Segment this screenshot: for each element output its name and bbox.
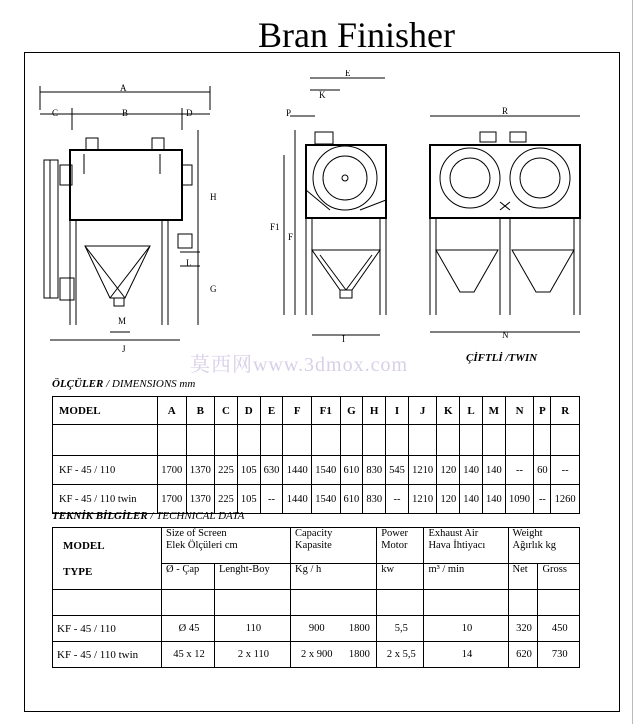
- technical-blank-row: [53, 590, 580, 616]
- cell-d: 105: [237, 456, 260, 485]
- blank-cell: [340, 425, 363, 456]
- row-model: KF - 45 / 110 twin: [53, 485, 158, 514]
- cell-b: 1370: [186, 456, 215, 485]
- cell-p: --: [534, 485, 551, 514]
- header-j: J: [408, 397, 437, 425]
- page-title: Bran Finisher: [258, 15, 455, 55]
- header-a: A: [158, 397, 187, 425]
- header-p: P: [534, 397, 551, 425]
- cell-i: 545: [386, 456, 409, 485]
- label-K: K: [319, 90, 326, 100]
- header-l: L: [460, 397, 483, 425]
- cell-h: 830: [363, 456, 386, 485]
- watermark: 莫西网www.3dmox.com: [190, 354, 409, 376]
- blank-cell: [186, 425, 215, 456]
- cell-b: 1370: [186, 485, 215, 514]
- blank-cell: [482, 425, 505, 456]
- label-J: J: [122, 344, 126, 354]
- sub-gross: Gross: [538, 564, 580, 590]
- label-R: R: [502, 106, 509, 116]
- label-I: I: [342, 334, 345, 344]
- cell-h: 830: [363, 485, 386, 514]
- blank-cell: [53, 425, 158, 456]
- blank-cell: [534, 425, 551, 456]
- cell-j: 1210: [408, 456, 437, 485]
- sub-m3: m³ / min: [424, 564, 508, 590]
- label-E: E: [345, 70, 351, 78]
- cell-k: 120: [437, 485, 460, 514]
- weight-header: Weight Ağırlık kg: [508, 528, 580, 564]
- scrollbar-edge: [632, 0, 633, 724]
- technical-table: [52, 527, 580, 668]
- header-c: C: [215, 397, 238, 425]
- model-type-header: MODEL TYPE: [53, 528, 162, 590]
- air-header: Exhaust Air Hava İhtiyacı: [424, 528, 508, 564]
- blank-cell: [237, 425, 260, 456]
- cell-f1: 1540: [311, 485, 340, 514]
- cell-i: --: [386, 485, 409, 514]
- header-f: F: [283, 397, 312, 425]
- cell-m: 140: [482, 485, 505, 514]
- blank-cell: [311, 425, 340, 456]
- label-D: D: [186, 108, 193, 118]
- label-N: N: [502, 330, 509, 340]
- blank-cell: [158, 425, 187, 456]
- header-k: K: [437, 397, 460, 425]
- cell-a: 1700: [158, 456, 187, 485]
- table-row: KF - 45 / 110 twin 45 x 12 2 x 110 2 x 900 1800 2 x 5,5 14 620 730: [53, 642, 580, 668]
- cell-r: 1260: [551, 485, 580, 514]
- sub-kgh: Kg / h: [291, 564, 377, 590]
- power-header: Power Motor: [377, 528, 424, 564]
- label-M: M: [118, 316, 127, 326]
- dimensions-blank-row: [53, 425, 580, 456]
- twin-caption: ÇİFTLİ /TWIN: [466, 352, 538, 364]
- label-H: H: [210, 192, 217, 202]
- cell-f: 1440: [283, 485, 312, 514]
- sub-length: Lenght-Boy: [214, 564, 290, 590]
- label-A: A: [120, 83, 127, 93]
- label-B: B: [122, 108, 129, 118]
- cell-f1: 1540: [311, 456, 340, 485]
- cell-c: 225: [215, 485, 238, 514]
- header-r: R: [551, 397, 580, 425]
- cell-n: 1090: [505, 485, 534, 514]
- label-F: F: [288, 232, 294, 242]
- cell-p: 60: [534, 456, 551, 485]
- blank-cell: [260, 425, 283, 456]
- header-h: H: [363, 397, 386, 425]
- table-row: KF - 45 / 110 Ø 45 110 900 1800 5,5 10 320 450: [53, 616, 580, 642]
- side-view: [270, 70, 386, 344]
- label-P: P: [286, 108, 292, 118]
- cell-f: 1440: [283, 456, 312, 485]
- header-b: B: [186, 397, 215, 425]
- dimensions-title: ÖLÇÜLER / DIMENSIONS mm: [52, 378, 196, 390]
- technical-drawing: [30, 70, 600, 355]
- header-g: G: [340, 397, 363, 425]
- cell-l: 140: [460, 456, 483, 485]
- blank-cell: [283, 425, 312, 456]
- label-L: L: [186, 258, 192, 268]
- row-model: KF - 45 / 110: [53, 456, 158, 485]
- blank-cell: [460, 425, 483, 456]
- twin-view: [430, 106, 580, 340]
- cell-d: 105: [237, 485, 260, 514]
- cell-g: 610: [340, 456, 363, 485]
- table-row: [53, 456, 580, 485]
- label-G: G: [210, 284, 217, 294]
- cell-j: 1210: [408, 485, 437, 514]
- header-f1: F1: [311, 397, 340, 425]
- blank-cell: [551, 425, 580, 456]
- sub-kw: kw: [377, 564, 424, 590]
- cell-r: --: [551, 456, 580, 485]
- label-F1: F1: [270, 222, 280, 232]
- header-d: D: [237, 397, 260, 425]
- header-m: M: [482, 397, 505, 425]
- dimensions-table: [52, 396, 580, 514]
- cell-c: 225: [215, 456, 238, 485]
- screen-header: Size of Screen Elek Ölçüleri cm: [162, 528, 291, 564]
- cell-m: 140: [482, 456, 505, 485]
- sub-cap: Ø - Çap: [162, 564, 215, 590]
- header-model: MODEL: [53, 397, 158, 425]
- blank-cell: [215, 425, 238, 456]
- blank-cell: [363, 425, 386, 456]
- header-n: N: [505, 397, 534, 425]
- header-e: E: [260, 397, 283, 425]
- blank-cell: [386, 425, 409, 456]
- sub-net: Net: [508, 564, 538, 590]
- cell-e: --: [260, 485, 283, 514]
- blank-cell: [408, 425, 437, 456]
- cell-k: 120: [437, 456, 460, 485]
- technical-title: TEKNİK BİLGİLER / TECHNICAL DATA: [52, 510, 245, 522]
- cell-a: 1700: [158, 485, 187, 514]
- blank-cell: [505, 425, 534, 456]
- header-i: I: [386, 397, 409, 425]
- label-C: C: [52, 108, 59, 118]
- cell-e: 630: [260, 456, 283, 485]
- dimensions-header-row: [53, 397, 580, 425]
- blank-cell: [437, 425, 460, 456]
- cell-n: --: [505, 456, 534, 485]
- front-view: [40, 83, 217, 354]
- capacity-header: Capacity Kapasite: [291, 528, 377, 564]
- cell-l: 140: [460, 485, 483, 514]
- cell-g: 610: [340, 485, 363, 514]
